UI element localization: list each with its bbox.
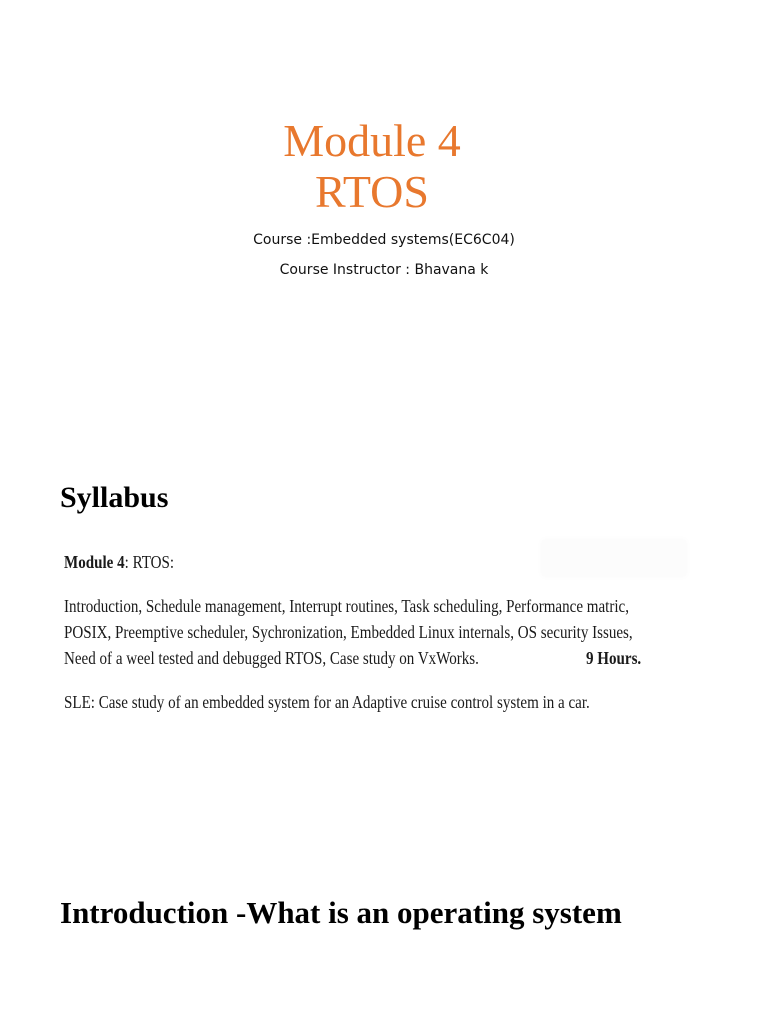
syllabus-topics-line-1: Introduction, Schedule management, Interrupt routines, Task scheduling, Performance matric, xyxy=(64,596,629,616)
scan-blank-patch xyxy=(542,540,686,576)
syllabus-hours: 9 Hours. xyxy=(586,648,642,668)
syllabus-slide xyxy=(0,440,768,840)
syllabus-topics-line-3: Need of a weel tested and debugged RTOS, Case study on VxWorks. xyxy=(64,648,479,668)
course-name: Course :Embedded systems(EC6C04) xyxy=(253,232,515,248)
syllabus-module-rest: : RTOS: xyxy=(124,552,175,572)
syllabus-module-heading xyxy=(64,552,174,573)
slide-title-line2: RTOS xyxy=(315,166,429,217)
slide-title-line1: Module 4 xyxy=(283,115,461,166)
syllabus-heading: Syllabus xyxy=(60,481,169,514)
syllabus-sle: SLE: Case study of an embedded system for an Adaptive cruise control system in a car. xyxy=(64,692,590,712)
title-slide xyxy=(0,0,768,440)
syllabus-module-label: Module 4 xyxy=(64,552,125,572)
course-instructor: Course Instructor : Bhavana k xyxy=(279,262,489,278)
intro-heading: Introduction -What is an operating system xyxy=(60,895,622,930)
intro-slide xyxy=(0,840,768,1024)
syllabus-topics-line-2: POSIX, Preemptive scheduler, Sychronization, Embedded Linux internals, OS security Issues, xyxy=(64,622,633,642)
syllabus-scan-image xyxy=(56,540,688,730)
